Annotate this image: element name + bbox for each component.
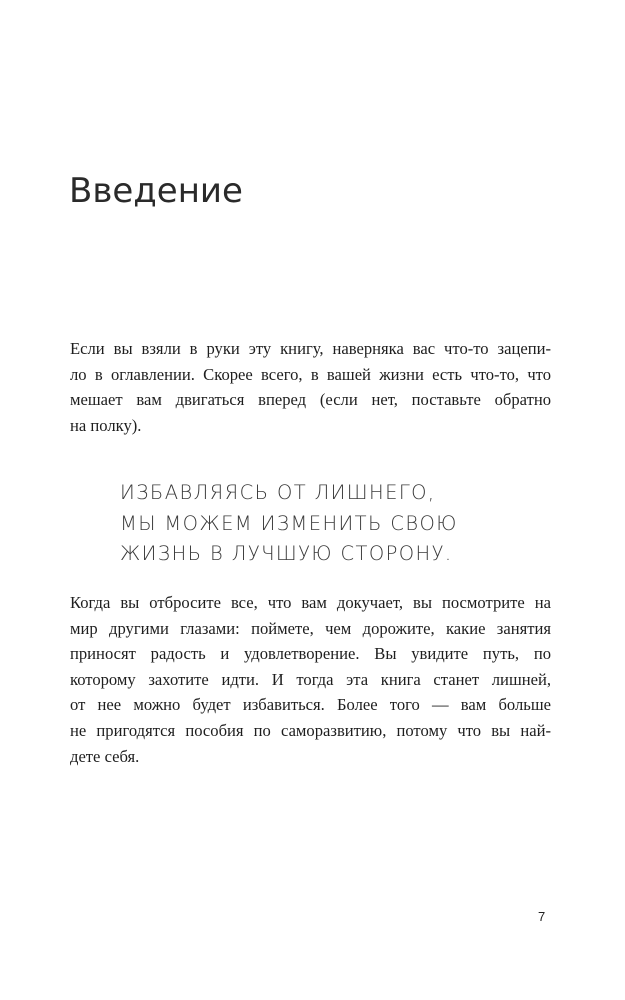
intro-paragraph — [70, 336, 551, 438]
paragraph-line: приносят радость и удовлетворение. Вы увидите путь, по — [70, 644, 551, 664]
paragraph-line: от нее можно будет избавиться. Более того — вам больше — [70, 695, 551, 715]
page-number: 7 — [538, 909, 546, 924]
paragraph-line: Когда вы отбросите все, что вам докучает, вы посмотрите на — [70, 593, 551, 612]
quote-line: ИЗБАВЛЯЯСЬ ОТ ЛИШНЕГО, — [120, 481, 436, 504]
paragraph-line: не пригодятся пособия по саморазвитию, потому что вы най- — [70, 720, 551, 740]
paragraph-line: ло в оглавлении. Скорее всего, в вашей жизни есть что-то, что — [70, 364, 551, 384]
quote-line: МЫ МОЖЕМ ИЗМЕНИТЬ СВОЮ — [120, 511, 458, 535]
paragraph-line: мир другими глазами: поймете, чем дорожите, какие занятия — [70, 618, 551, 638]
paragraph-line: на полку). — [70, 415, 142, 435]
paragraph-line: мешает вам двигаться вперед (если нет, поставьте обратно — [70, 390, 551, 410]
pull-quote — [120, 478, 458, 570]
chapter-title: Введение — [69, 171, 243, 211]
paragraph-line: дете себя. — [70, 746, 140, 766]
body-paragraph — [70, 590, 551, 769]
paragraph-line: Если вы взяли в руки эту книгу, наверняка вас что-то зацепи- — [70, 339, 551, 358]
quote-line: ЖИЗНЬ В ЛУЧШУЮ СТОРОНУ. — [120, 542, 453, 565]
paragraph-line: которому захотите идти. И тогда эта книга станет лишней, — [70, 669, 551, 689]
